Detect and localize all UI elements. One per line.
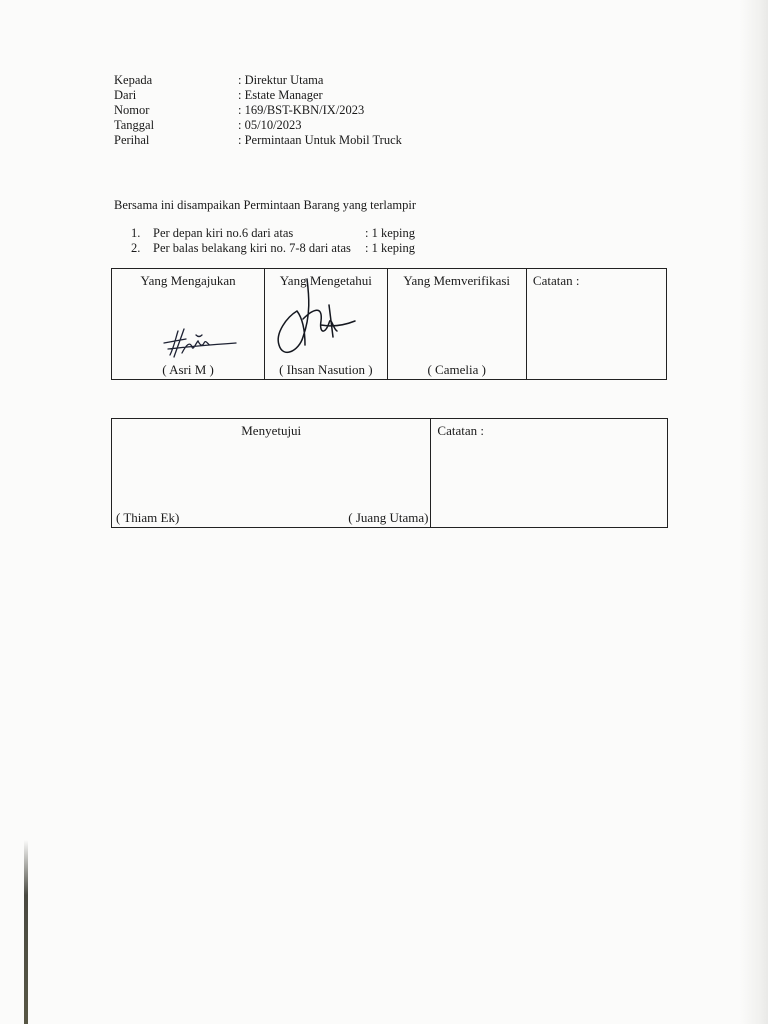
header-value: : 05/10/2023	[238, 118, 302, 132]
item-number: 2.	[131, 241, 141, 255]
item-quantity: : 1 keping	[365, 241, 415, 255]
cell-header: Yang Memverifikasi	[403, 273, 511, 288]
header-row-nomor	[114, 103, 402, 118]
cell-acknowledged-by	[265, 269, 387, 380]
header-value: : Direktur Utama	[238, 73, 324, 87]
signatory-name: ( Juang Utama)	[348, 510, 429, 525]
item-quantity: : 1 keping	[365, 226, 415, 240]
header-value: : Permintaan Untuk Mobil Truck	[238, 133, 402, 147]
list-item	[131, 241, 415, 256]
header-row-tanggal	[114, 118, 402, 133]
signatory-name: ( Asri M )	[162, 362, 214, 377]
header-value: : Estate Manager	[238, 88, 323, 102]
approval-table	[111, 268, 667, 380]
scan-page-edge	[740, 0, 768, 1024]
list-item	[131, 226, 415, 241]
cell-approved-by	[112, 419, 431, 528]
signature-asri-icon	[156, 325, 238, 365]
cell-notes	[431, 419, 668, 528]
cell-header: Catatan :	[532, 273, 580, 288]
header-label: Dari	[114, 88, 137, 102]
item-number: 1.	[131, 226, 141, 240]
cell-verified-by	[387, 269, 526, 380]
item-description: Per balas belakang kiri no. 7-8 dari atas	[153, 241, 351, 255]
cell-header: Menyetujui	[241, 423, 302, 438]
header-row-perihal	[114, 133, 402, 148]
header-row-kepada	[114, 73, 402, 88]
header-label: Kepada	[114, 73, 153, 87]
signatory-name: ( Thiam Ek)	[116, 510, 180, 525]
header-value: : 169/BST-KBN/IX/2023	[238, 103, 365, 117]
header-row-dari	[114, 88, 402, 103]
cell-submitted-by	[112, 269, 265, 380]
cell-header: Yang Mengetahui	[279, 273, 372, 288]
item-list	[131, 226, 415, 256]
signatory-name: ( Camelia )	[427, 362, 486, 377]
header-label: Tanggal	[114, 118, 155, 132]
item-description: Per depan kiri no.6 dari atas	[153, 226, 294, 240]
intro-text: Bersama ini disampaikan Permintaan Barang yang terlampir	[114, 198, 416, 212]
header-label: Nomor	[114, 103, 150, 117]
cell-header: Catatan :	[437, 423, 484, 438]
memo-header	[114, 73, 402, 148]
cell-notes	[526, 269, 666, 380]
signature-ihsan-icon	[273, 275, 357, 365]
signatory-name: ( Ihsan Nasution )	[279, 362, 373, 377]
header-label: Perihal	[114, 133, 150, 147]
agreement-table	[111, 418, 668, 528]
cell-header: Yang Mengajukan	[140, 273, 236, 288]
scan-binding-shadow	[24, 840, 28, 1024]
